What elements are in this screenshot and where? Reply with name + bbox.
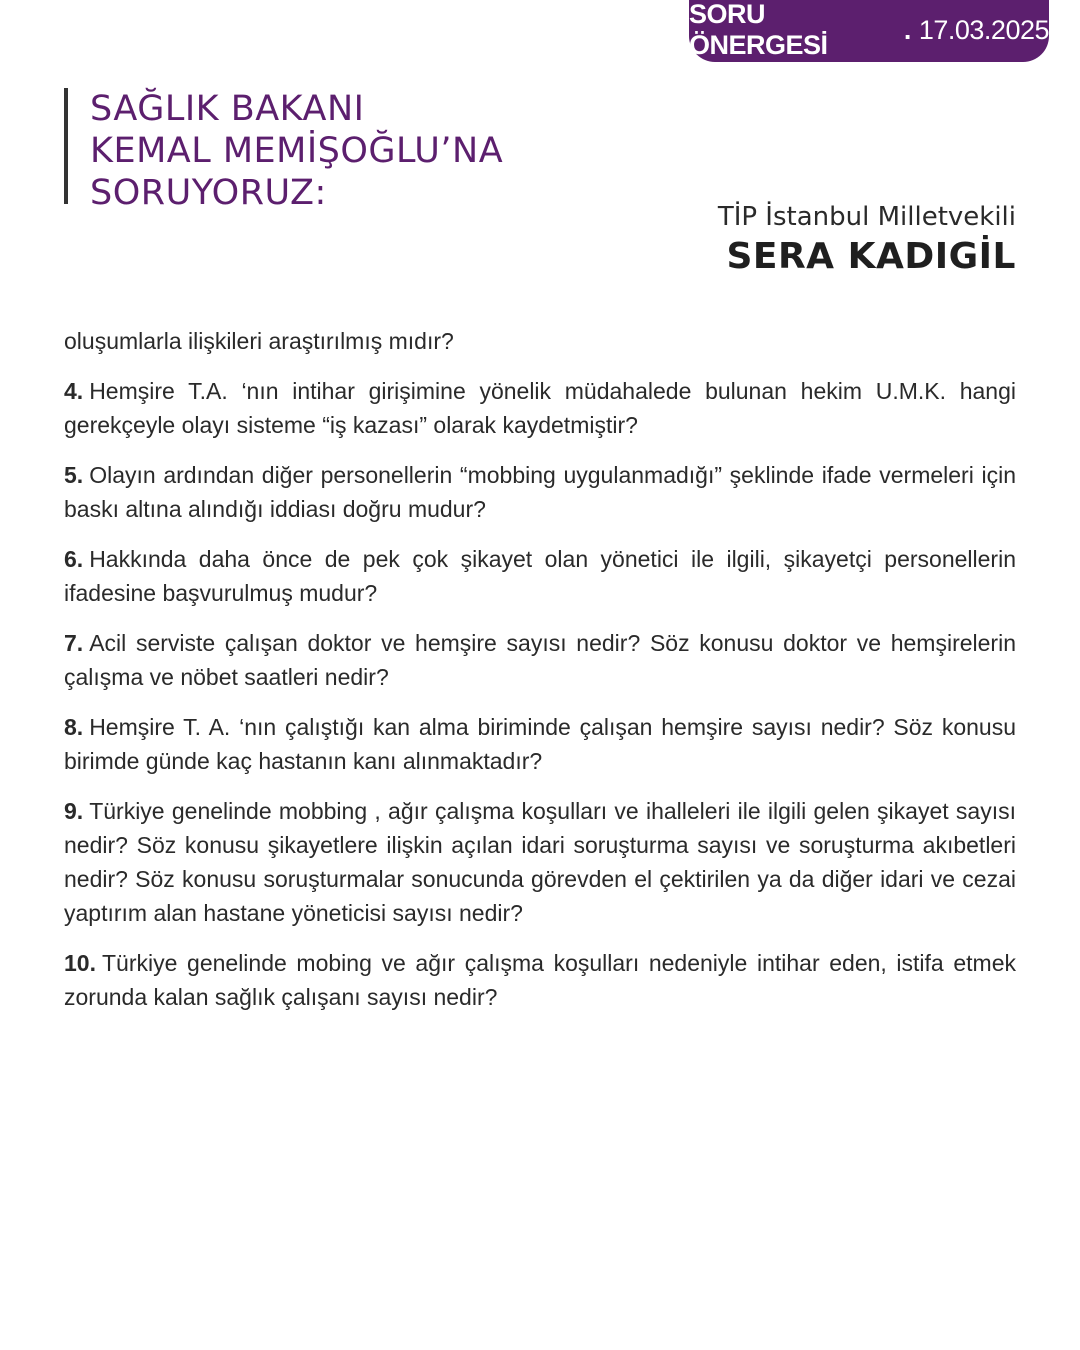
question-text: Hemşire T. A. ‘nın çalıştığı kan alma biriminde çalışan hemşire sayısı nedir? Söz konusu birimde günde kaç hastanın kanı alınmaktadır?: [64, 714, 1016, 774]
question-item: [64, 946, 1016, 1014]
question-list: [64, 324, 1016, 1030]
author-role: TİP İstanbul Milletvekili: [717, 202, 1016, 232]
question-item: [64, 710, 1016, 778]
question-text: Türkiye genelinde mobing ve ağır çalışma koşulları nedeniyle intihar eden, istifa etmek zorunda kalan sağlık çalışanı sayısı nedir?: [64, 950, 1016, 1010]
question-text: Türkiye genelinde mobbing , ağır çalışma koşulları ve ihalleleri ile ilgili gelen şikayet sayısı nedir? Söz konusu şikayetlere ilişkin açılan idari soruşturma sayısı ve soruşturma akıbetleri nedir? Söz konusu soruşturmalar sonucunda görevden el çektirilen ya da diğer idari ve cezai yaptırım alan hastane yöneticisi sayısı nedir?: [64, 798, 1016, 926]
author-name: SERA KADIGİL: [726, 236, 1016, 277]
title-line: KEMAL MEMİŞOĞLU’NA: [90, 131, 504, 171]
badge-date: 17.03.2025: [918, 14, 1049, 45]
question-text: Acil serviste çalışan doktor ve hemşire sayısı nedir? Söz konusu doktor ve hemşirelerin çalışma ve nöbet saatleri nedir?: [64, 630, 1016, 690]
question-item: [64, 794, 1016, 930]
title-line: SAĞLIK BAKANI: [90, 89, 365, 129]
question-number: 9.: [64, 798, 84, 824]
question-number: 10.: [64, 950, 96, 976]
badge-separator: .: [903, 14, 911, 45]
question-number: 8.: [64, 714, 84, 740]
question-item: [64, 626, 1016, 694]
question-number: 4.: [64, 378, 84, 404]
question-item: [64, 542, 1016, 610]
question-number: 7.: [64, 630, 84, 656]
question-text: Hakkında daha önce de pek çok şikayet olan yönetici ile ilgili, şikayetçi personellerin ifadesine başvurulmuş mudur?: [64, 546, 1016, 606]
badge-label: SORU ÖNERGESİ: [689, 0, 828, 60]
title-line: SORUYORUZ:: [90, 173, 327, 213]
question-number: 5.: [64, 462, 84, 488]
page-title: [64, 88, 504, 213]
question-item: [64, 458, 1016, 526]
intro-text: oluşumlarla ilişkileri araştırılmış mıdır?: [64, 328, 454, 354]
question-number: 6.: [64, 546, 84, 572]
author-block: [718, 200, 1016, 280]
question-text: Olayın ardından diğer personellerin “mobbing uygulanmadığı” şeklinde ifade vermeleri için baskı altına alındığı iddiası doğru mudur?: [64, 462, 1016, 522]
question-text: Hemşire T.A. ‘nın intihar girişimine yönelik müdahalede bulunan hekim U.M.K. hangi gerekçeyle olayı sisteme “iş kazası” olarak kaydetmiştir?: [64, 378, 1016, 438]
question-item: [64, 374, 1016, 442]
header-badge: [689, 0, 1049, 62]
